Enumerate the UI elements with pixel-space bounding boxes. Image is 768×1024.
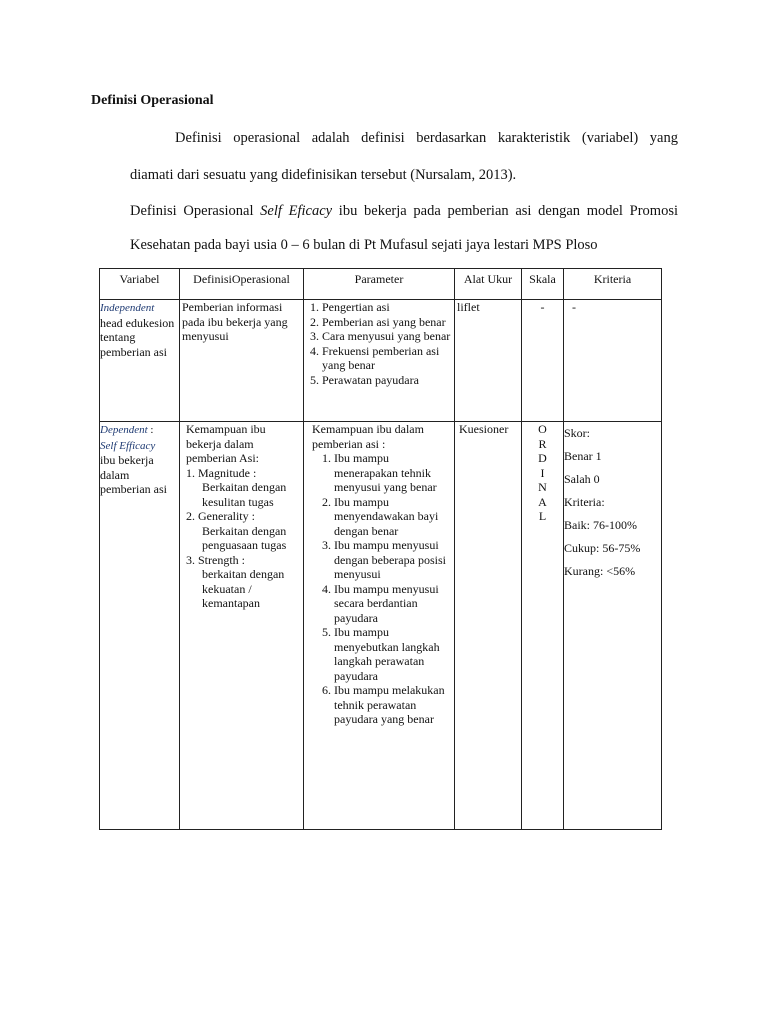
header-parameter: Parameter [304, 269, 455, 300]
paragraph-2-italic-term: Self Eficacy [260, 203, 333, 219]
header-alat-ukur: Alat Ukur [455, 269, 522, 300]
header-skala: Skala [522, 269, 564, 300]
list-item: 3. Cara menyusui yang benar [322, 329, 452, 344]
kriteria-line: Kriteria: [564, 495, 605, 509]
parameter-intro: Kemampuan ibu dalam pemberian asi : [312, 422, 424, 451]
skala-letter: N [538, 480, 547, 494]
cell-variabel [100, 300, 180, 422]
definisi-item-desc: berkaitan dengan kekuatan / kemantapan [202, 567, 285, 610]
independent-label: Independent [100, 302, 155, 314]
parameter-list [306, 300, 452, 387]
kriteria-line: Salah 0 [564, 472, 600, 486]
list-item: 5. Perawatan payudara [322, 373, 452, 388]
list-item: 3. Ibu mampu menyusui dengan beberapa posisi menyusui [334, 538, 452, 582]
paragraph-2-text-b: ibu bekerja pada pemberian asi dengan model Promosi [332, 203, 678, 219]
list-item: 4. Ibu mampu menyusui secara berdantian payudara [334, 582, 452, 626]
cell-parameter [304, 422, 455, 830]
paragraph-1-line-1: Definisi operasional adalah definisi berdasarkan karakteristik (variabel) yang [175, 130, 678, 146]
skala-letter: R [538, 436, 547, 451]
kriteria-line: Kurang: <56% [564, 564, 636, 578]
section-heading: Definisi Operasional [91, 93, 214, 108]
paragraph-2-text-a: Definisi Operasional [130, 203, 261, 219]
paragraph-1-line-2: diamati dari sesuatu yang didefinisikan tersebut (Nursalam, 2013). [130, 167, 517, 183]
list-item: 6. Ibu mampu melakukan tehnik perawatan payudara yang benar [334, 683, 452, 727]
definisi-intro: Kemampuan ibu bekerja dalam pemberian Asi: [186, 422, 266, 465]
skala-letter: L [538, 509, 547, 523]
paragraph-2-line-2: Kesehatan pada bayi usia 0 – 6 bulan di Pt Mufasul sejati jaya lestari MPS Ploso [130, 237, 598, 253]
definition-table [99, 268, 662, 830]
table-row-independent [100, 300, 662, 422]
cell-skala: - [522, 300, 564, 422]
list-item: 1. Ibu mampu menerapakan tehnik menyusui yang benar [334, 451, 452, 495]
cell-kriteria [564, 422, 662, 830]
kriteria-line: Benar 1 [564, 449, 602, 463]
cell-alat-ukur: liflet [455, 300, 522, 422]
cell-definisi: Pemberian informasi pada ibu bekerja yang menyusui [180, 300, 304, 422]
cell-kriteria [564, 300, 662, 422]
cell-skala [522, 422, 564, 830]
kriteria-line: Skor: [564, 426, 591, 440]
dependent-label-2: Self Efficacy [100, 439, 156, 452]
dependent-text: ibu bekerja dalam pemberian asi [100, 453, 167, 496]
cell-parameter [304, 300, 455, 422]
cell-alat-ukur: Kuesioner [455, 422, 522, 830]
definisi-item-title: 3. Strength : [186, 552, 245, 567]
list-item: 2. Ibu mampu menyendawakan bayi dengan benar [334, 495, 452, 539]
header-variabel: Variabel [100, 269, 180, 300]
table-row-dependent [100, 422, 662, 830]
independent-text: head edukesion tentang pemberian asi [100, 315, 175, 359]
header-kriteria: Kriteria [564, 269, 662, 300]
definisi-item-title: 1. Magnitude : [186, 465, 257, 480]
dependent-label: Dependent : [100, 424, 154, 436]
cell-definisi [180, 422, 304, 830]
table-header-row [100, 269, 662, 300]
list-item: 2. Pemberian asi yang benar [322, 315, 452, 330]
header-definisi: DefinisiOperasional [180, 269, 304, 300]
definisi-item-desc: Berkaitan dengan kesulitan tugas [202, 480, 287, 509]
skala-letter: O [538, 422, 547, 436]
skala-letter: I [540, 465, 545, 480]
list-item: 1. Pengertian asi [322, 300, 452, 315]
kriteria-line: Baik: 76-100% [564, 518, 637, 532]
paragraph-2-line-1 [130, 201, 678, 221]
kriteria-dash: - [572, 300, 576, 314]
skala-letter: D [538, 451, 547, 465]
definisi-item-desc: Berkaitan dengan penguasaan tugas [202, 523, 287, 552]
parameter-list [306, 451, 452, 727]
list-item: 5. Ibu mampu menyebutkan langkah langkah perawatan payudara [334, 625, 452, 683]
list-item: 4. Frekuensi pemberian asi yang benar [322, 344, 452, 373]
skala-letter: A [538, 494, 547, 509]
definisi-item-title: 2. Generality : [186, 509, 255, 523]
cell-variabel [100, 422, 180, 830]
kriteria-line: Cukup: 56-75% [564, 541, 641, 555]
